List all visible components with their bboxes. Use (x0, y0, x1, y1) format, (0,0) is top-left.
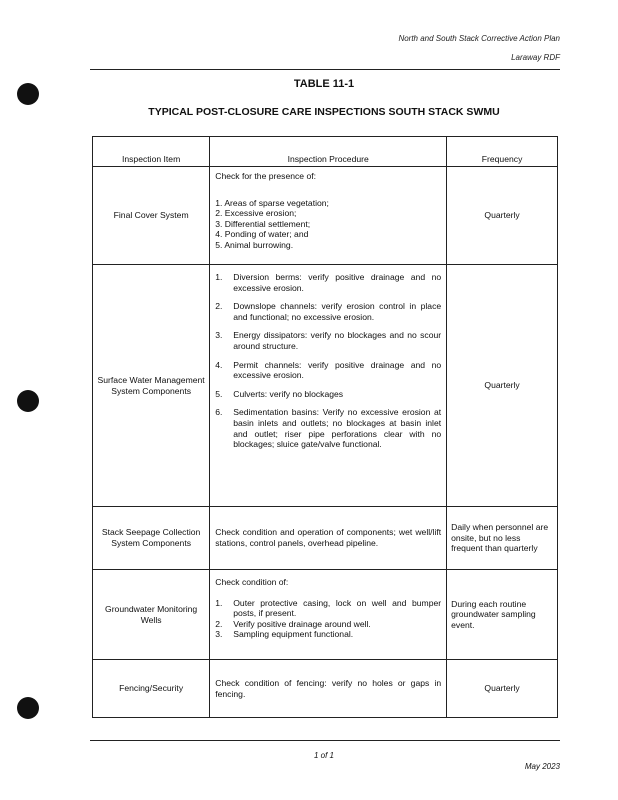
inspection-frequency: During each routine groundwater sampling event. (447, 570, 558, 660)
procedure-intro: Check for the presence of: (215, 171, 317, 181)
list-item: 5. Culverts: verify no blockages (215, 388, 344, 399)
table-row (93, 660, 558, 718)
inspection-procedure (210, 265, 447, 507)
header-rule (90, 69, 560, 70)
inspection-item: Stack Seepage Collection System Components (93, 507, 210, 570)
inspection-item: Fencing/Security (93, 660, 210, 718)
list-item: 1. Outer protective casing, lock on well and bumper posts, if present. (215, 597, 442, 619)
table-row (93, 265, 558, 507)
list-item: 5. Animal burrowing. (215, 239, 294, 250)
list-item: 3. Differential settlement; (215, 218, 311, 229)
column-header-item: Inspection Item (93, 137, 210, 167)
inspection-item: Final Cover System (93, 167, 210, 265)
table-title: TABLE 11-1 (293, 78, 355, 90)
binder-hole-bottom (17, 697, 39, 719)
table-subtitle: TYPICAL POST-CLOSURE CARE INSPECTIONS SOUTH STACK SWMU (148, 106, 500, 118)
table-row (93, 570, 558, 660)
inspection-item: Groundwater Monitoring Wells (93, 570, 210, 660)
list-item: 3. Energy dissipators: verify no blockages and no scour around structure. (215, 330, 442, 351)
document-date: May 2023 (524, 762, 560, 771)
list-item: 2. Downslope channels: verify erosion control in place and functional; no excessive erosion. (215, 301, 442, 322)
inspection-frequency: Quarterly (447, 660, 558, 718)
inspection-frequency: Quarterly (447, 265, 558, 507)
table-row (93, 167, 558, 265)
inspection-item: Surface Water Management System Components (93, 265, 210, 507)
column-header-frequency: Frequency (447, 137, 558, 167)
inspection-procedure (210, 167, 447, 265)
column-header-procedure: Inspection Procedure (210, 137, 447, 167)
list-item: 2. Verify positive drainage around well. (215, 618, 371, 629)
list-item: 2. Excessive erosion; (215, 208, 297, 219)
inspection-procedure: Check condition and operation of components; wet well/lift stations, control panels, overhead pipeline. (210, 507, 447, 570)
binder-hole-middle (17, 390, 39, 412)
list-item: 4. Permit channels: verify positive drainage and no excessive erosion. (215, 359, 442, 381)
table-header-row (93, 137, 558, 167)
page-number: 1 of 1 (313, 751, 334, 760)
inspection-procedure (210, 570, 447, 660)
header-facility: Laraway RDF (511, 53, 560, 62)
list-item: 4. Ponding of water; and (215, 229, 309, 240)
inspection-procedure: Check condition of fencing: verify no holes or gaps in fencing. (210, 660, 447, 718)
list-item: 6. Sedimentation basins: Verify no excessive erosion at basin inlets and outlets; no blockages at basin inlet and outlet; riser pipe perforations clear with no blockages; sluice gate/valve functional. (215, 407, 442, 450)
header-plan-title: North and South Stack Corrective Action Plan (398, 34, 560, 43)
inspection-table (92, 136, 558, 718)
list-item: 3. Sampling equipment functional. (215, 629, 354, 640)
footer-rule (90, 740, 560, 741)
inspection-frequency: Quarterly (447, 167, 558, 265)
table-row (93, 507, 558, 570)
inspection-frequency: Daily when personnel are onsite, but no less frequent than quarterly (447, 507, 558, 570)
list-item: 1. Areas of sparse vegetation; (215, 197, 329, 208)
list-item: 1. Diversion berms: verify positive drainage and no excessive erosion. (215, 272, 442, 293)
procedure-intro: Check condition of: (215, 577, 289, 587)
